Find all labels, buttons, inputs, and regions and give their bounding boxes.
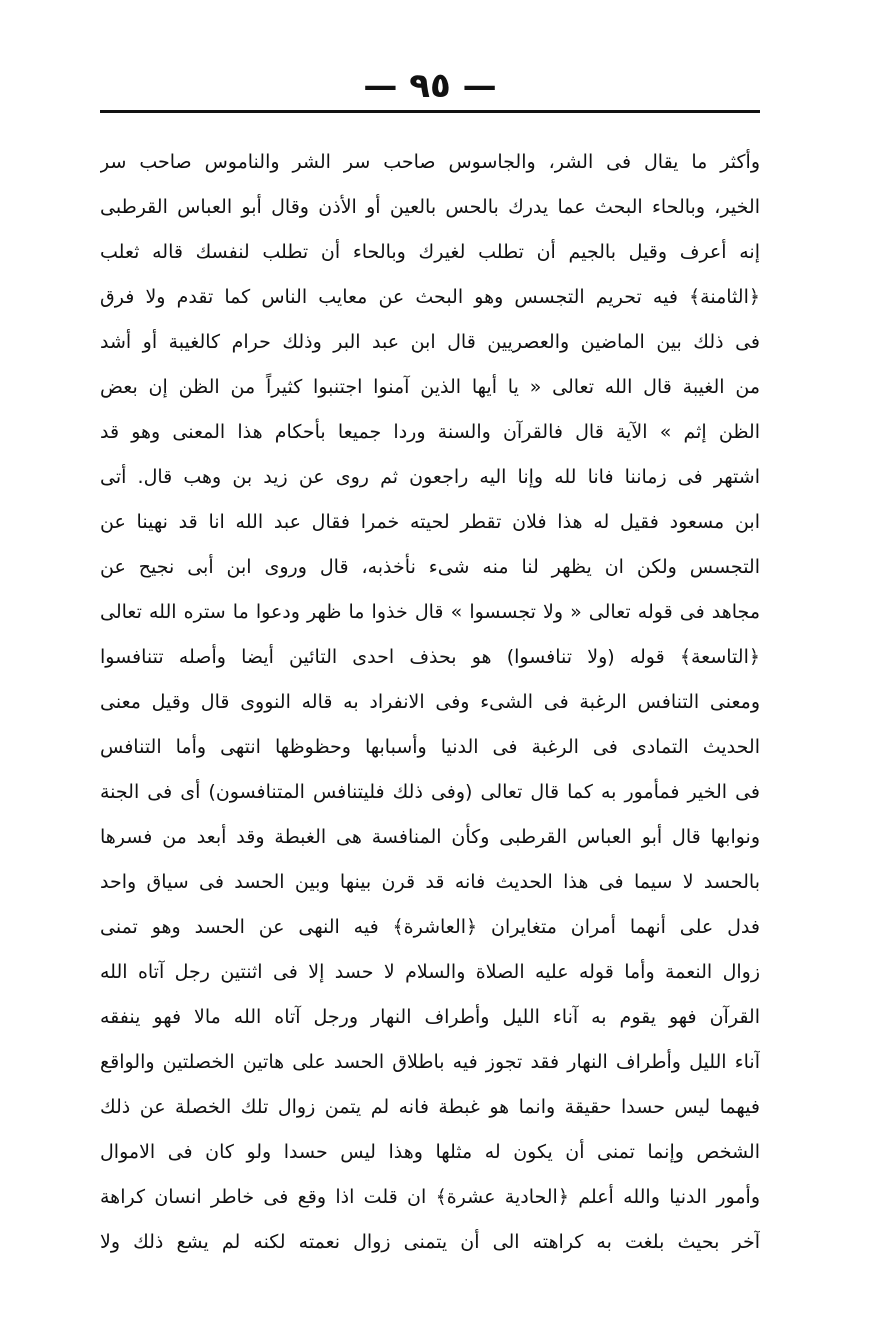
text-line: ونوابها قال أبو العباس القرطبى وكأن المنافسة هى الغبطة وقد أبعد من فسرها: [100, 826, 760, 848]
text-line: إنه أعرف وقيل بالجيم أن تطلب لغيرك وبالحاء أن تطلب لنفسك قاله ثعلب: [100, 241, 760, 263]
text-line: من الغيبة قال الله تعالى « يا أيها الذين آمنوا اجتنبوا كثيراً من الظن إن بعض: [100, 376, 760, 398]
text-line: الشخص وإنما تمنى أن يكون له مثلها وهذا ليس حسدا ولو كان فى الاموال: [100, 1141, 760, 1163]
text-line: الحديث التمادى فى الرغبة فى الدنيا وأسبابها وحظوظها انتهى وأما التنافس: [100, 736, 760, 758]
text-line: ومعنى التنافس الرغبة فى الشىء وفى الانفراد به قاله النووى قال وقيل معنى: [100, 691, 760, 713]
text-line: فدل على أنهما أمران متغايران ﴿العاشرة﴾ فيه النهى عن الحسد وهو تمنى: [100, 916, 760, 938]
page-body: [100, 140, 760, 1265]
text-line: الخير، وبالحاء البحث عما يدرك بالحس بالعين أو الأذن وقال أبو العباس القرطبى: [100, 196, 760, 218]
text-line: وأكثر ما يقال فى الشر، والجاسوس صاحب سر الشر والناموس صاحب سر: [100, 151, 760, 173]
text-line: فيهما ليس حسدا حقيقة وانما هو غبطة فانه لم يتمن زوال تلك الخصلة عن ذلك: [100, 1096, 760, 1118]
text-line: زوال النعمة وأما قوله عليه الصلاة والسلام لا حسد إلا فى اثنتين رجل آتاه الله: [100, 961, 760, 983]
text-line: القرآن فهو يقوم به آناء الليل وأطراف النهار ورجل آتاه الله مالا فهو ينفقه: [100, 1006, 760, 1028]
text-line: الظن إثم » الآية قال فالقرآن والسنة وردا جميعا بأحكام هذا المعنى وهو قد: [100, 421, 760, 443]
text-line: وأمور الدنيا والله أعلم ﴿الحادية عشرة﴾ ان قلت اذا وقع فى خاطر انسان كراهة: [100, 1186, 760, 1208]
text-line: ﴿التاسعة﴾ قوله (ولا تنافسوا) هو بحذف احدى التائين أيضا وأصله تتنافسوا: [100, 646, 760, 668]
header-rule: [100, 110, 760, 113]
text-line: آناء الليل وأطراف النهار فقد تجوز فيه باطلاق الحسد على هاتين الخصلتين والواقع: [100, 1051, 760, 1073]
text-line: مجاهد فى قوله تعالى « ولا تجسسوا » قال خذوا ما ظهر ودعوا ما ستره الله تعالى: [100, 601, 760, 623]
text-line: ﴿الثامنة﴾ فيه تحريم التجسس وهو البحث عن معايب الناس كما تقدم ولا فرق: [100, 286, 760, 308]
text-line: فى الخير فمأمور به كما قال تعالى (وفى ذلك فليتنافس المتنافسون) أى فى الجنة: [100, 781, 760, 803]
text-line: ابن مسعود فقيل له هذا فلان تقطر لحيته خمرا فقال عبد الله انا قد نهينا عن: [100, 511, 760, 533]
text-line: التجسس ولكن ان يظهر لنا منه شىء نأخذبه، قال وروى ابن أبى نجيح عن: [100, 556, 760, 578]
page-header: [100, 60, 760, 120]
page-number: — ٩٥ —: [363, 66, 497, 106]
text-line: آخر بحيث بلغت به كراهته الى أن يتمنى زوال نعمته لكنه لم يشع ذلك ولا: [100, 1231, 760, 1253]
text-line: بالحسد لا سيما فى هذا الحديث فانه قد قرن بينها وبين الحسد فى سياق واحد: [100, 871, 760, 893]
text-line: اشتهر فى زماننا فانا لله وإنا اليه راجعون ثم روى عن زيد بن وهب قال. أتى: [100, 466, 760, 488]
text-line: فى ذلك بين الماضين والعصريين قال ابن عبد البر وذلك حرام كالغيبة أو أشد: [100, 331, 760, 353]
